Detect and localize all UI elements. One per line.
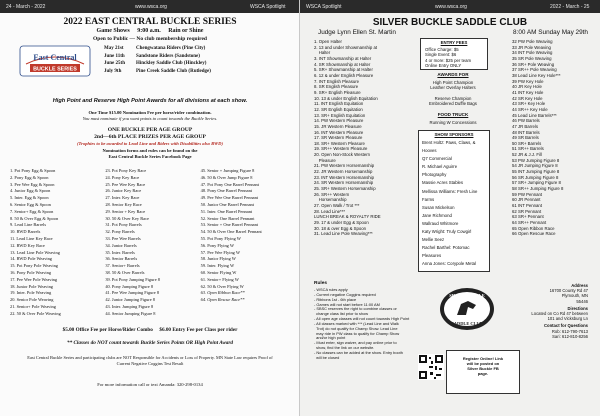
class-item: 24. Pony Key Race [105,174,140,180]
contact-line: Rob: 612-790-7613 [551,328,588,334]
class-item: 33 JR Pole Weaving [512,44,551,50]
class-list-right [512,39,563,237]
class-item: 6. Senior Egg & Spoon [10,201,51,207]
right-header-bar [300,0,600,13]
award-line: Leather Overlay Halters [430,85,476,91]
rule-line: - All open age classes will not count towards High Point [314,316,410,322]
class-item: 25. Pee Wee Key Race [105,181,146,187]
show-date: May 21st [104,46,124,51]
class-item: 62 SR Pennant [512,208,542,214]
class-item: 27. Inter. Key Race [105,195,140,201]
sponsor-line: Pleasures [422,253,442,259]
class-item: 64 SR++ Pennant [512,220,547,225]
sponsor-line: R. Michael Aguirre [422,164,458,170]
class-item: 33. Pee Wee Barrels [105,235,141,241]
logo2-line1: SILVER BUCKLE [449,293,485,298]
entry-fees-lines [425,47,485,68]
show-date: July 9th [104,68,122,74]
class-column [201,168,296,318]
directions-lines [522,311,588,321]
buckle-prize-note [0,127,300,140]
class-item: 45 Lead Line Barrels*** [512,112,557,118]
register-lines [447,351,519,381]
award-line: High Point Champion [432,80,474,85]
class-item: 65 Open Ribbon Race [512,225,555,231]
sponsor-lines [422,139,488,269]
sponsor-line: Rachel Barthel: Potomac [422,245,470,251]
class-item: 8. SR English Pleasure [314,84,359,90]
class-item: 19. Inter. Pole Weaving [10,290,52,296]
directions-heading: Directions [567,305,588,311]
class-item: 26. SR++ Western [314,191,350,197]
rule-line: will be closed [314,354,340,360]
class-item: 38 Lead Line Key Hole*** [512,72,561,78]
rule-line: show, find the link on our website. [314,345,375,351]
class-item: 10. RWD Barrels [10,229,41,235]
class-item: 12. RWD Key Race [10,242,45,248]
class-item: 63. Open Ribbon Race** [200,290,245,296]
right-header-site: www.wsca.org [435,4,467,10]
class-item: 13. SR+ English Equitation [314,112,366,118]
class-item: 3. INT Showmanship at Halter [314,55,372,61]
class-item: 49 SR Barrels [512,135,539,141]
class-item: 8. 50 & Over Egg & Spoon [10,215,59,221]
class-list [10,168,296,318]
class-item: 57. Pee Wee Flying W [200,249,241,255]
show-place: Hinckley Saddle Club (Hinckley) [136,61,207,67]
class-item: 18. Junior Pole Weaving [10,283,53,289]
class-item: 4. SR Showmanship at Halter [314,61,371,67]
judge-line [318,29,588,36]
class-item: 47 JR Barrels [512,123,539,129]
class-item: 30. 18 & over Egg & Spoon [314,225,367,231]
entry-fees-box [420,38,488,70]
left-header-pub: WSCA Spotlight [250,4,286,10]
sponsors-box [418,130,490,272]
class-item: 16. Pony Pole Weaving [10,269,52,275]
show-date: June 25th [104,61,125,67]
food-heading: FOOD TRUCK [437,112,469,117]
high-point-line: High Point and Reserve High Point Awards for all divisions at each show. [52,98,248,104]
award-line: Reserve Champion [434,95,472,101]
class-item: 2. Pony Egg & Spoon [10,174,49,180]
sponsor-line: Susan Mickelson [422,204,455,210]
rule-line: may ride in PW class to qualify for Champ Show [314,330,400,336]
class-column [10,168,105,318]
class-column [105,168,200,318]
show-dates-list [104,45,211,75]
class-item: 48 INT Barrels [512,129,540,135]
right-page-title: SILVER BUCKLE SADDLE CLUB [372,17,528,28]
class-item: 29. Senior + Key Race [105,208,146,214]
show-date-row [104,68,211,76]
entry-fee-line: 4 or more: $25 per team [425,57,472,63]
class-item: 21. Senior+ Pole Weaving [10,303,56,309]
class-item: 21. PW Western Horsemanship [314,163,375,169]
class-item: 58. Junior Flying W [200,256,236,262]
sponsor-line: Hooves [422,148,437,154]
class-item: 4. Junior Egg & Spoon [10,188,51,194]
sponsor-line: Farms [422,196,435,202]
class-item: 61 INT Pennant [512,203,543,209]
address-line: 16700 County Rd 47 [549,288,588,294]
right-page [300,0,600,416]
show-date-row [104,53,211,61]
class-item: 16. INT Western Pleasure [314,129,364,135]
left-header-date: 24 - March - 2022 [6,4,46,10]
rule-line: - Must enter, sign waiver, and pay online prior to [314,340,397,346]
class-item: 20. Open Non-Stock Western [314,152,371,158]
class-item: 13. Lead Line Pole Weaving [10,249,60,255]
class-item: 2. 13 and under Showmanship at [314,44,378,50]
class-item: 25. SR+ Western Horsemanship [314,186,376,192]
class-item: 3. Pee Wee Egg & Spoon [10,181,55,187]
class-item: 35 SR Pole Weaving [512,55,552,61]
class-item: 11. Lead Line Key Race [10,235,53,241]
class-item: 54. 50 & Over One Barrel Pennant [200,229,262,235]
class-list-left [314,39,381,237]
contact-lines [522,329,588,339]
award-line: Embroidered Duffle Bags [429,101,477,107]
class-item: 53. Senior + One Barrel Pennant [200,222,259,228]
class-item: Halter [314,50,331,56]
class-item: 56. Pony Flying W [200,242,234,248]
nomination-fee-line: One Time $15.00 Nomination Fee per horse/rider combination. [88,110,212,115]
left-page-subtitle: Game Shows 9:00 a.m. Rain or Shine [96,28,204,34]
fees-line: $5.00 Office Fee per Horse/Rider Combo $6.00 Entry Fee per Class per rider [62,327,238,333]
rule-line: - All classes marked with *** (Lead Line and Walk [314,320,399,326]
class-item: 24. SR Western Horsemanship [314,180,374,186]
contact-line: For more information call or text Amanda: 320-298-0134 [97,382,203,387]
left-header-site: www.wsca.org [135,4,167,10]
class-item: 10. 13 & under English Equitation [314,95,378,101]
entry-fee-line: Single Event: $6 [425,52,457,58]
class-item: 40 JR Key Hole [512,84,542,90]
class-item: 59 PW Pennant [512,191,543,197]
nomination-fee-note [0,110,300,122]
register-line: Register Online! Link [462,356,504,361]
class-item: 34 INT Pole Weaving [512,50,553,56]
class-item: 37. Senior+ Barrels [105,263,140,269]
class-item: 15. JR Western Pleasure [314,123,362,129]
class-item: 12. SR English Equitation [314,106,363,112]
class-item: 26. Junior Key Race [105,188,142,194]
class-item: 60. Senior Flying W [200,269,237,275]
class-item: 53 PW Jumping Figure 8 [512,157,560,163]
class-item: 31. Pot Pony Barrels [105,222,142,228]
sponsor-line: Photography [422,172,447,178]
trophies-note: (Trophies to be awarded to Lead Line and Riders with Disabilities also RWD) [77,141,223,146]
class-item: 43 SR+ Key Hole [512,101,546,107]
awards-lines [418,80,488,106]
sponsor-line: Katy Wright: Truly Cowgirl [422,229,472,235]
class-item: 58 SR++ Jumping Figure 8 [512,186,564,192]
address-lines [522,288,588,304]
contact-line: Sari: 612-810-8256 [552,333,588,339]
points-exclusion-note: ** Classes do NOT count towards Buckle Series Points OR High Point Award [66,340,234,346]
prizes-per-age: 2nd—6th PLACE PRIZES PER AGE GROUP [94,133,206,140]
left-header-bar [0,0,300,13]
class-item: 63 SR+ Pennant [512,214,544,220]
contact-heading: Contact for Questions [544,323,588,329]
directions-line: 101 and Vicksburg Ln [547,316,588,322]
class-item: 34. Junior Barrels [105,242,137,248]
sponsors-heading: SHOW SPONSORS [434,132,474,137]
class-item: 30. 50 & Over Key Race [105,215,149,221]
class-item: 9. SR+ English Pleasure [314,89,361,95]
class-item: 22. 50 & Over Pole Weaving [10,310,61,316]
class-item: 41. Pee Wee Jumping Figure 8 [105,290,160,296]
class-item: 7. Senior+ Egg & Spoon [10,208,54,214]
class-item: 47. Pot Pony One Barrel Pennant [200,181,259,187]
class-item: 5. SR+ Showmanship at Halter [314,67,373,73]
class-item: 27. Open Walk / Trot *** [314,203,360,209]
class-item: 40. Pony Jumping Figure 8 [105,283,154,289]
class-item: 51. Inter. One Barrel Pennant [200,208,253,214]
class-item: 14. RWD Pole Weaving [10,256,53,262]
left-page-title: 2022 EAST CENTRAL BUCKLE SERIES [63,17,237,27]
forms-note-1: Nomination forms and rules can be found on the [102,148,198,153]
sponsor-line: Mellie Seez [422,237,445,243]
food-lines [418,120,488,125]
register-line: Silver Buckle FB [467,366,499,371]
class-item: 41 INT Key Hole [512,89,544,95]
right-header-date: 2022 - March - 25 [550,4,590,10]
logo-line1: East Central [33,53,77,62]
class-item: 59. Inter. Flying W [200,263,235,269]
class-item: 29. 17 & under Egg & Spoon [314,220,369,225]
class-item: 18. SR+ Western Pleasure [314,140,365,146]
forms-note [0,148,300,160]
contact-info [522,283,588,339]
show-place: Pine Creek Saddle Club (Rutledge) [136,68,211,74]
class-item: 19. SR++ Western Pleasure [314,146,368,152]
address-line: Plymouth, MN [561,293,588,299]
class-item: 15. Pot Pony Pole Weaving [10,263,58,269]
sponsor-line: Brent Holtz: Paws, Claws, & [422,140,476,145]
class-item: 56 SR Jumping Figure 8 [512,174,559,180]
rule-line: - WSCA rules apply [314,287,348,292]
class-item: 55. Pot Pony Flying W [200,235,241,241]
east-central-logo [16,44,94,78]
sponsor-line: Q7 Commercial [422,156,452,162]
class-item: 1. Open Halter [314,39,342,44]
entry-fee-line: Office Charge: $5 [425,47,459,52]
show-date-row [104,60,211,68]
awards-heading: AWARDS FOR [437,72,469,77]
sponsor-line: Mellissa Williams: Fresh Line [422,188,478,194]
class-item: 1. Pot Pony Egg & Spoon [10,168,56,173]
class-item: 66 Open Rescue Race [512,231,556,237]
class-item: 50. Junior One Barrel Pennant [200,201,254,207]
class-item: 22. JR Western Horsemanship [314,169,373,175]
logo2-line2: SADDLE CLUB [451,321,483,326]
rules-heading: Rules [314,281,328,286]
class-item: 36 SR+ Pole Weaving [512,61,555,67]
sponsor-line: Wallraud Whitmore [422,220,459,226]
class-item: 9. Lead Line Barrels [10,222,47,228]
class-item: 50 SR+ Barrels [512,140,542,146]
class-item: 57 SR+ Jumping Figure 8 [512,180,561,186]
class-item: 6. 12 & under English Pleasure [314,72,374,78]
rule-line: and/or high point [314,335,346,341]
nomination-fee-sub: You must nominate if you want points to count towards the Buckle Series. [82,116,218,121]
class-item: 61. Senior+ Flying W [200,276,239,282]
rule-line: - Current negative Coggins required [314,291,376,297]
class-item: 62. 50 & Over Flying W [200,283,244,289]
show-date-row [104,45,211,53]
class-item: Pleasure [314,157,336,163]
right-header-pub: WSCA Spotlight [306,4,342,10]
class-item: 46 PW Barrels [512,118,540,124]
class-item: 60 JR Pennant [512,197,541,203]
class-item: 20. Senior Pole Weaving [10,297,54,303]
class-item: 5. Inter. Egg & Spoon [10,195,49,201]
class-item: 11. INT English Equitation [314,101,364,107]
class-item: 17. Pee Wee Pole Weaving [10,276,58,282]
class-item: 44 SR++ Key Hole [512,106,548,112]
class-item: 52 JR & J.J. Fill [512,152,542,158]
logo-line2: BUCKLE SERIES [33,66,77,73]
class-item: 23. INT Western Horsemanship [314,174,375,180]
sponsor-line: Jane Richmond [422,212,452,218]
class-item: LUNCH BREAK & ROYALTY RIDE [314,214,381,220]
class-item: 51 SR++ Barrels [512,146,544,152]
class-item: 14. PW Western Pleasure [314,118,364,124]
class-item: 17. SR Western Pleasure [314,135,363,141]
class-item: 38. 50 & Over Barrels [105,269,145,275]
show-place: Sandstone Riders (Sandstone) [136,53,200,59]
register-online-box [446,350,520,394]
show-date: June 11th [104,53,125,59]
directions-line: Located on Co Rd 47 between [531,311,588,317]
class-item: 48. Pony One Barrel Pennant [200,188,252,194]
class-item: 52. Senior One Barrel Pennant [200,215,255,221]
judge-name: Judge Lynn Ellen St. Martin [318,29,396,36]
class-item: 31. Lead Line Pole Weaving*** [314,231,373,237]
liability-disclaimer: East Central Buckle Series and participating clubs are NOT Responsible for Accidents or Loss of Property. MN State Law requires Proof of Current Negative Coggins Test Result [27,355,273,366]
register-line: will be posted on [466,361,500,366]
rule-line: - SBSC reserves the right to combine classes or [314,306,397,312]
class-item: 37 SR++ Pole Weaving [512,67,557,73]
class-item: Horsemanship [314,197,347,203]
class-item: 45. Senior + Jumping Figure 8 [200,168,255,173]
class-item: 55 INT Jumping Figure 8 [512,169,560,175]
left-page-subtitle-2: Open to Public — No club membership required [93,36,207,42]
rules-list [314,288,434,361]
show-time: 8:00 AM Sunday May 29th [513,29,588,36]
class-item: 23. Pot Pony Key Race [105,168,147,173]
food-line: Running W Concessions [429,120,477,125]
forms-note-2: East Central Buckle Series Facebook Page [108,153,192,159]
class-item: 46. 50 & Over Jump Figure 8 [200,174,253,180]
entry-fee-line: Online Entry ONLY [425,62,462,68]
register-line: page. [477,371,489,376]
class-item: 28. Senior Key Race [105,201,142,207]
address-line: 55446 [576,298,588,304]
class-item: 64. Open Rescue Race** [200,297,245,303]
class-item: 49. Pee Wee One Barrel Pennant [200,195,259,201]
rule-line: - Games will not start before 11:00 AM [314,301,380,307]
class-item: 28. Lead Line*** [314,208,346,214]
buckle-per-age: ONE BUCKLE PER AGE GROUP [107,127,193,133]
class-item: 36. Senior Barrels [105,256,138,262]
rule-line: - Ribbons 1st - 6th place [314,296,357,302]
rule-line: - No classes can be added at the show. Entry booth [314,349,403,355]
address-heading: Address [571,283,588,288]
class-item: 44. Senior Jumping Figure 8 [105,310,156,316]
class-item: 42. Junior Jumping Figure 8 [105,297,155,303]
show-place: Chengwatana Riders (Pine City) [136,46,206,51]
class-item: 32. Pony Barrels [105,229,135,235]
class-item: 43. Inter. Jumping Figure 8 [105,303,154,309]
qr-code-icon [418,354,444,380]
class-item: 35. Inter. Barrels [105,249,135,255]
sponsor-line: Anna Jones: Corypole Metal [422,261,476,267]
entry-fees-heading: ENTRY FEES [440,40,468,45]
sponsor-line: Massie Acres Stables [422,180,464,186]
class-item: 32 PW Pole Weaving [512,39,553,44]
class-item: 39. Pot Pony Jumping Figure 8 [105,276,160,282]
class-item: 39 PW Key Hole [512,78,544,84]
silver-buckle-logo [438,285,496,333]
class-item: 7. INT English Pleasure [314,78,360,84]
class-item: 42 SR Key Hole [512,95,543,101]
rule-line: change class list prior to show [314,311,369,317]
class-item: 54 JR Jumping Figure 8 [512,163,558,169]
rule-line: Trot) do not qualify for Champ Show. Lead Line [314,325,398,331]
